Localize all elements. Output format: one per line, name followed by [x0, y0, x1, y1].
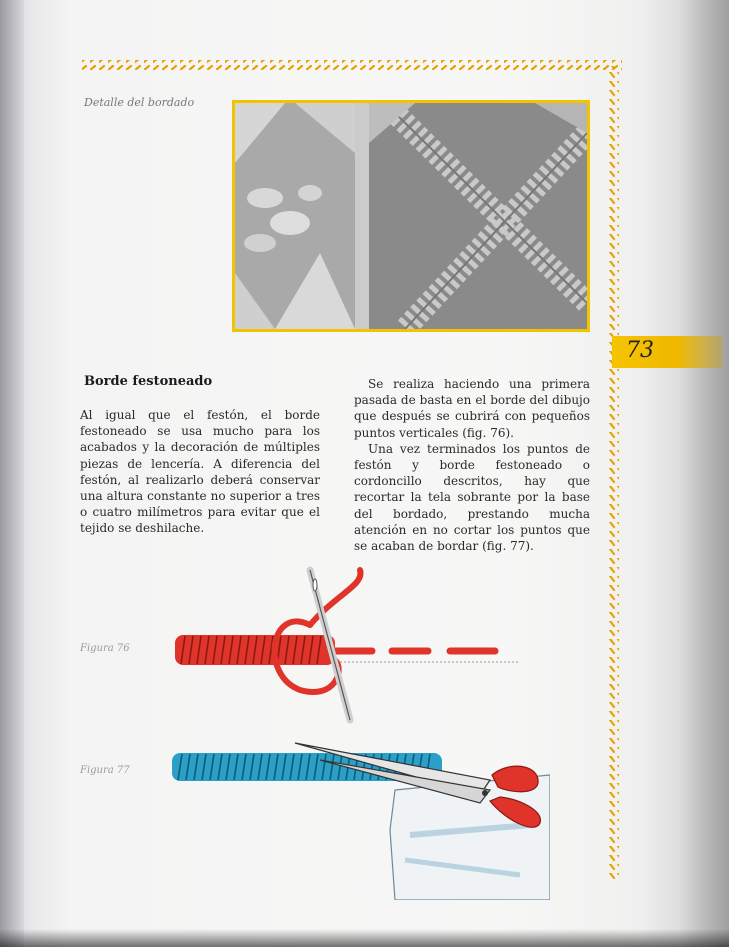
figure-76-label: Figura 76: [80, 643, 130, 654]
right-paragraph-2: Una vez terminados los puntos de festón y borde festoneado o cordoncillo descritos, hay que recortar la tela sobrante por la base del bordado, prestando mucha atención en no cortar los puntos que se acaban de bordar (fig. 77).: [354, 441, 590, 554]
photo-caption: Detalle del bordado: [84, 96, 195, 109]
bottom-shadow: [0, 929, 729, 947]
page-edge-shadow: [679, 0, 729, 947]
right-column: [354, 376, 590, 554]
page-number: 73: [626, 338, 654, 363]
section-heading: Borde festoneado: [84, 374, 213, 389]
left-paragraph: Al igual que el festón, el borde festoneado se usa mucho para los acabados y la decoración de múltiples piezas de lencería. A diferencia del festón, al realizarlo deberá conservar una altura constante no superior a tres o cuatro milímetros para evitar que el tejido se deshilache.: [80, 408, 320, 536]
needle-thread-illustration-icon: [160, 565, 530, 735]
figure-77-label: Figura 77: [80, 765, 130, 776]
embroidery-detail-photo-icon: [232, 100, 590, 332]
scissors-cutting-illustration-icon: [160, 735, 550, 900]
right-paragraph-1: Se realiza haciendo una primera pasada de basta en el borde del dibujo que después se cubrirá con pequeños puntos verticales (fig. 76).: [354, 377, 590, 440]
left-column: [80, 407, 320, 537]
